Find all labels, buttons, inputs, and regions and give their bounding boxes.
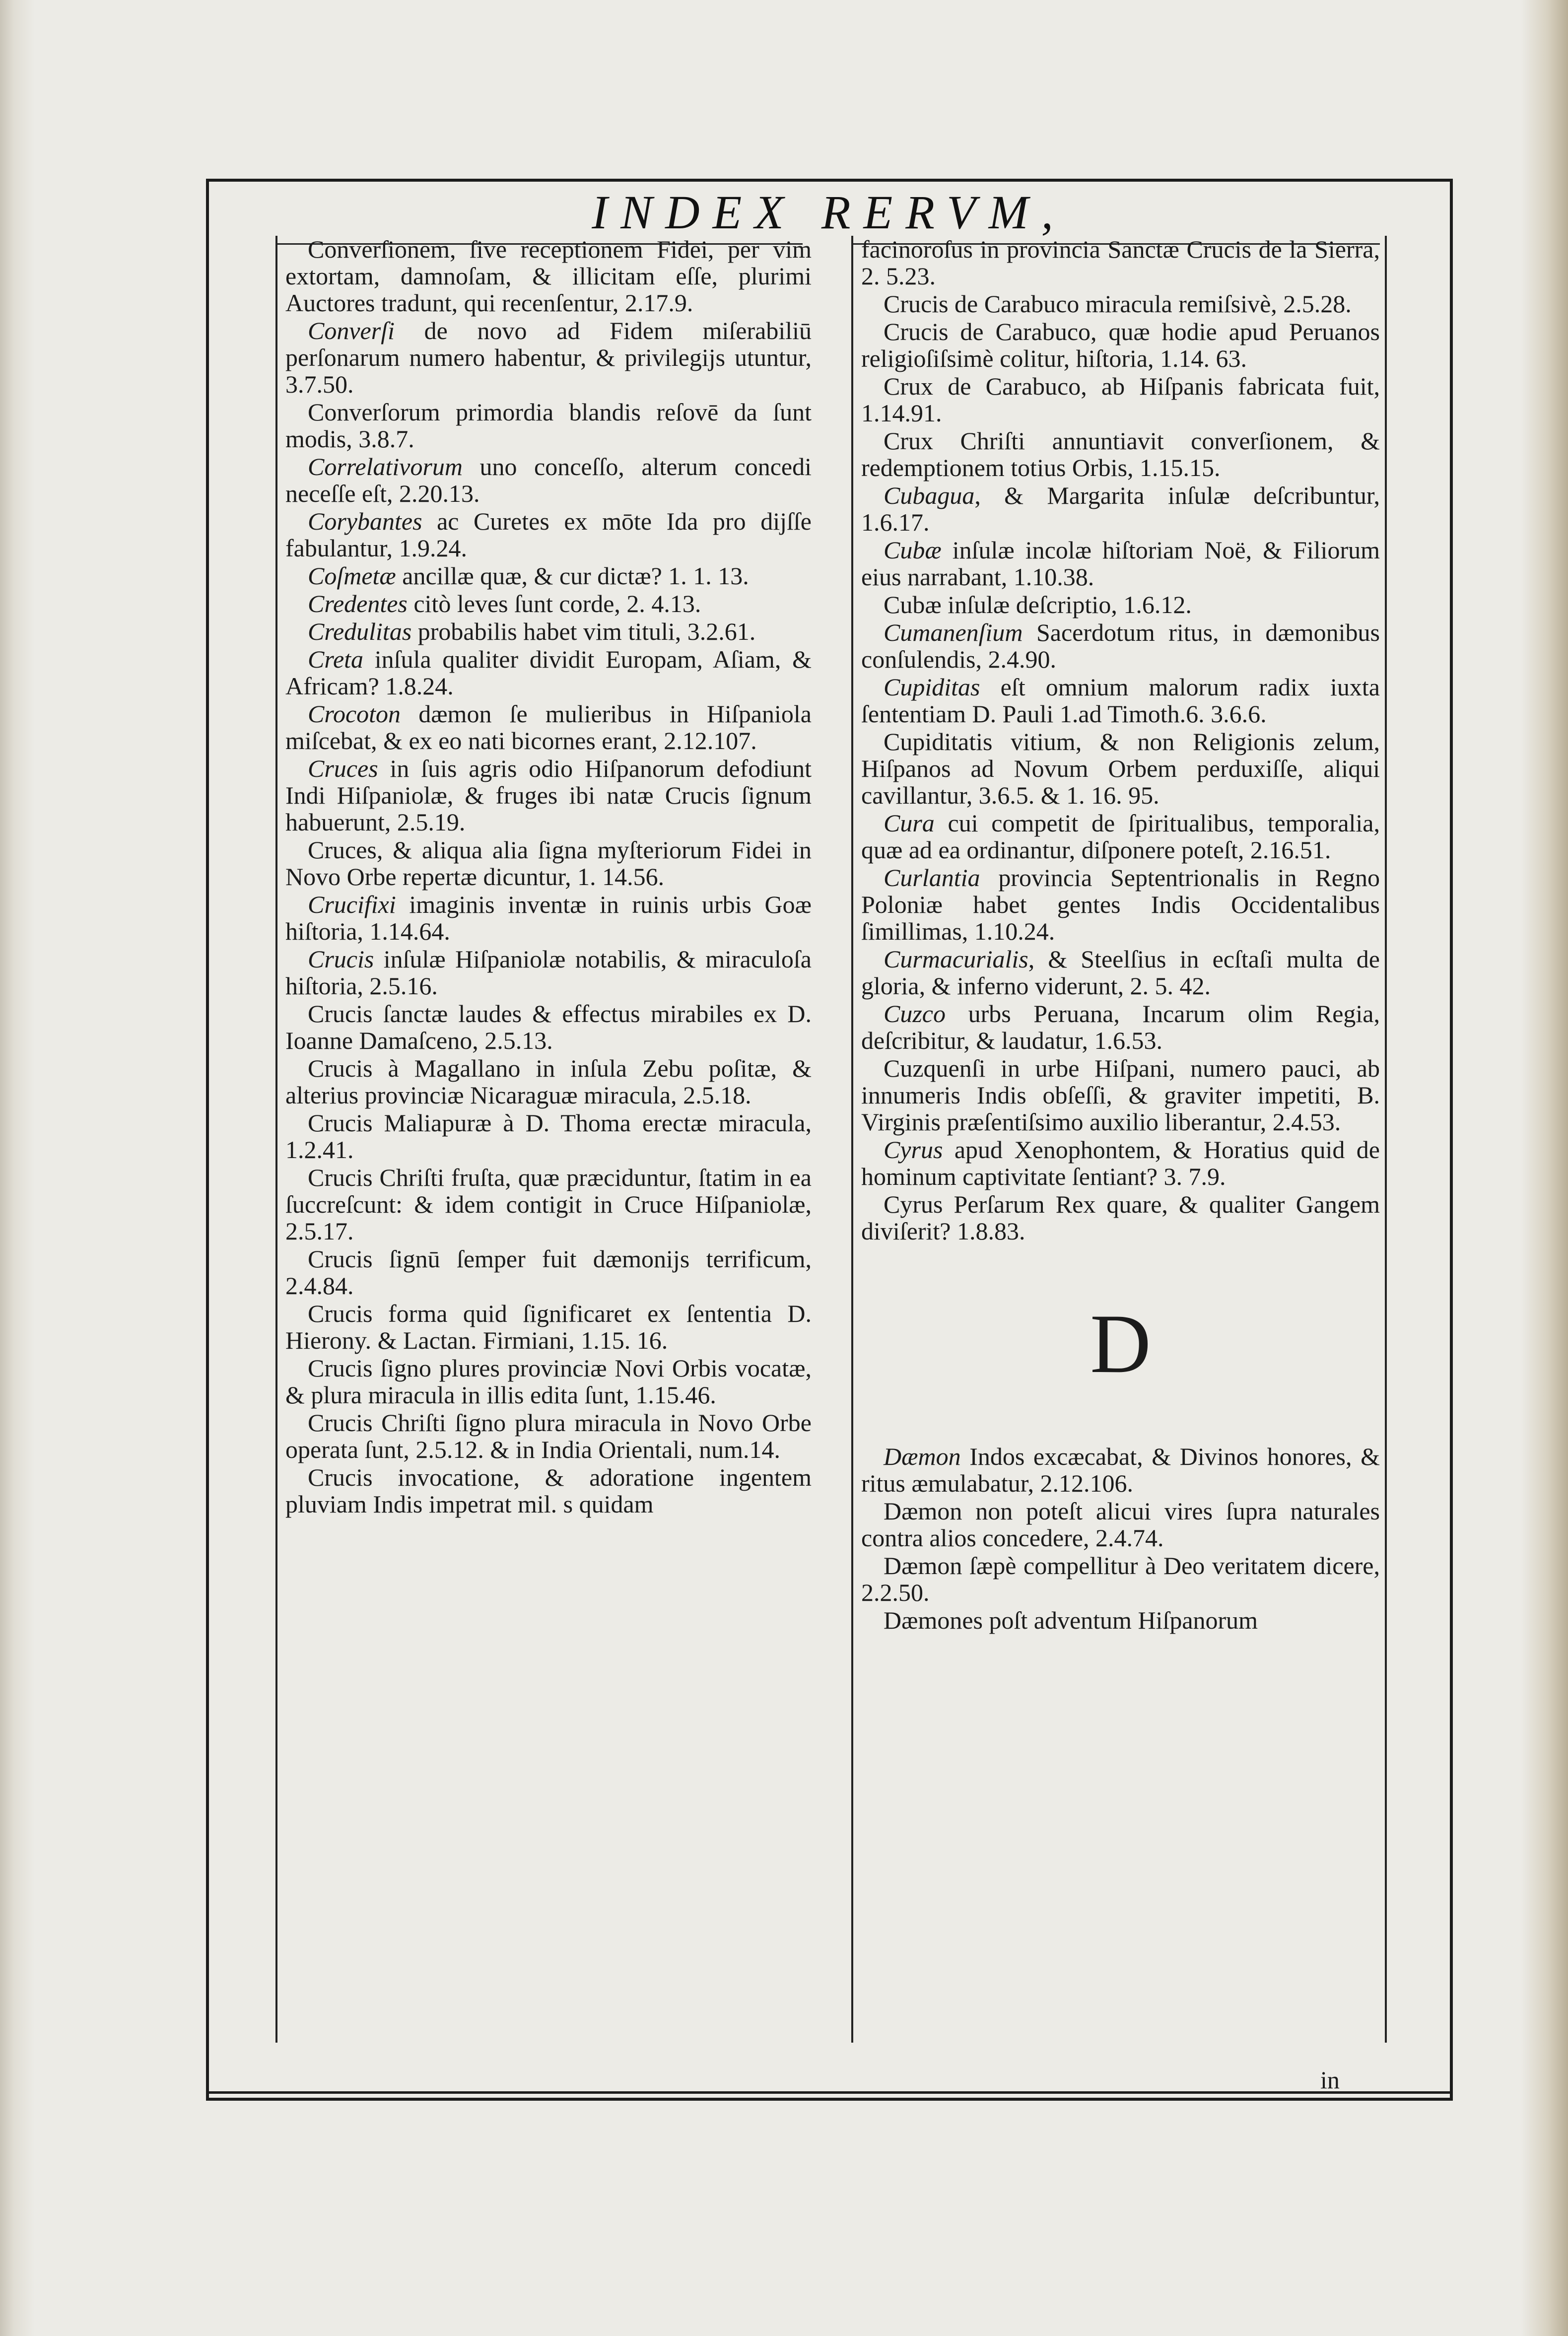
entry-text: in ſuis agris odio Hiſpanorum defodiunt Indi Hiſpaniolæ, & fruges ibi natæ Crucis ſignum habuerunt, 2.5.19. [285,755,812,836]
running-header [206,183,1452,242]
index-entry [285,1000,812,1054]
entry-text: Crucis de Carabuco miracula remiſsivè, 2.5.28. [884,290,1352,318]
index-entry [285,891,812,945]
index-entry [285,646,812,699]
entry-lead: Cubæ [884,536,942,564]
entry-lead: Corybantes [308,507,422,535]
entry-text: inſulæ incolæ hiſtoriam Noë, & Filiorum eius narrabant, 1.10.38. [861,536,1380,591]
index-entry [861,373,1380,426]
entry-text: Cubæ inſulæ deſcriptio, 1.6.12. [884,591,1192,618]
entry-text: dæmon ſe mulieribus in Hiſpaniola miſcebat, & ex eo nati bicornes erant, 2.12.107. [285,700,812,755]
entry-lead: Creta [308,645,364,673]
entry-text: probabilis habet vim tituli, 3.2.61. [411,618,756,645]
index-entry [285,618,812,645]
index-entry [861,482,1380,536]
entry-text: provincia Septentrionalis in Regno Poloniæ habet gentes Indis Occidentalibus ſimillimas, 1.10.24. [861,864,1380,945]
entry-text: Crucis Chriſti ſigno plura miracula in Novo Orbe operata ſunt, 2.5.12. & in India Orientali, num.14. [285,1409,812,1463]
entry-text: , & Margarita inſulæ deſcribuntur, 1.6.17. [861,481,1380,536]
index-entry [861,674,1380,727]
index-entry [861,1055,1380,1135]
entry-text: Cuzquenſi in urbe Hiſpani, numero pauci, ab innumeris Indis obſeſſi, & graviter impetiti, B. Virginis præſentiſsimo auxilio liberantur, 2.4.53. [861,1054,1380,1136]
entry-text: Dæmones poſt adventum Hiſpanorum [884,1606,1258,1634]
index-entry [285,700,812,754]
entry-lead: Cubagua [884,481,975,509]
index-entry [285,236,812,316]
index-entry [285,946,812,999]
index-entry [861,728,1380,809]
entry-lead: Curlantia [884,864,980,892]
entry-text: Crucis de Carabuco, quæ hodie apud Peruanos religioſiſsimè colitur, hiſtoria, 1.14. 63. [861,318,1380,372]
entry-text: Sacerdotum ritus, in dæmonibus conſulendis, 2.4.90. [861,618,1380,673]
index-entry [861,1000,1380,1054]
index-entry [861,537,1380,590]
entry-lead: Cura [884,809,935,837]
entry-text: Crucis invocatione, & adoratione ingentem pluviam Indis impetrat mil. s quidam [285,1463,812,1518]
entry-text: de novo ad Fidem miſerabiliū perſonarum numero habentur, & privilegijs utuntur, 3.7.50. [285,317,812,398]
catchword: in [1320,2066,1340,2094]
entry-text: Indos excæcabat, & Divinos honores, & ritus æmulabatur, 2.12.106. [861,1443,1380,1497]
entry-text: Crucis forma quid ſignificaret ex ſententia D. Hierony. & Lactan. Firmiani, 1.15. 16. [285,1300,812,1354]
index-entry [861,1136,1380,1190]
entry-lead: Crocoton [308,700,401,728]
index-entry [861,427,1380,481]
entry-lead: Cruces [308,755,378,782]
index-entry [861,1607,1380,1634]
index-entry [285,1464,812,1517]
entry-text: urbs Peruana, Incarum olim Regia, deſcribitur, & laudatur, 1.6.53. [861,1000,1380,1054]
index-entry [285,1245,812,1299]
index-entry [285,590,812,617]
entry-lead: Crucis [308,945,374,973]
index-entry [285,1109,812,1163]
right-column [851,236,1387,2043]
entry-lead: Credentes [308,590,408,618]
index-entry [285,836,812,890]
page-edge-left [0,0,35,2336]
page-edge-right [1521,0,1568,2336]
entry-lead: Cyrus [884,1136,943,1164]
index-entry [861,290,1380,317]
entry-lead: Dæmon [884,1443,961,1470]
index-entry [861,864,1380,945]
index-entry [861,591,1380,618]
index-entry [861,318,1380,372]
bottom-rule [206,2091,1452,2094]
entry-lead: Cupiditas [884,673,980,701]
entry-lead: Credulitas [308,618,412,645]
entry-lead: Converſi [308,317,395,344]
index-entry [861,619,1380,673]
entry-text: Crucis Chriſti fruſta, quæ præciduntur, ſtatim in ea ſuccreſcunt: & idem contigit in Cruce Hiſpaniolæ, 2.5.17. [285,1164,812,1245]
right-entries-d [861,1443,1380,1634]
entry-text: Crucis Maliapuræ à D. Thoma erectæ miracula, 1.2.41. [285,1109,812,1164]
entry-text: ac Curetes ex mōte Ida pro dijſſe fabulantur, 1.9.24. [285,507,812,562]
entry-text: Converſionem, ſive receptionem Fidei, per vim extortam, damnoſam, & illicitam eſſe, plurimi Auctores tradunt, qui recenſentur, 2.17.9. [285,236,812,317]
entry-lead: Correlativorum [308,453,463,481]
index-entry [285,1409,812,1463]
right-entries [861,236,1380,1244]
index-entry [285,399,812,452]
entry-text: Converſorum primordia blandis reſovē da ſunt modis, 3.8.7. [285,398,812,453]
left-column [275,236,812,2043]
entry-text: Cupiditatis vitium, & non Religionis zelum, Hiſpanos ad Novum Orbem perduxiſſe, aliqui cavillantur, 3.6.5. & 1. 16. 95. [861,728,1380,809]
index-entry [861,810,1380,863]
index-entry [861,1552,1380,1606]
entry-text: Dæmon ſæpè compellitur à Deo veritatem dicere, 2.2.50. [861,1552,1380,1606]
index-entry [285,562,812,589]
index-entry [285,1355,812,1408]
entry-text: facinoroſus in provincia Sanctæ Crucis de la Sierra, 2. 5.23. [861,236,1380,290]
entry-text: Crux Chriſti annuntiavit converſionem, & redemptionem totius Orbis, 1.15.15. [861,427,1380,481]
entry-lead: Cumanenſium [884,618,1023,646]
entry-lead: Curmacurialis [884,945,1028,973]
entry-lead: Coſmetæ [308,562,396,590]
index-entry [285,1055,812,1108]
index-entry [285,1300,812,1354]
entry-text: Crucis ſanctæ laudes & effectus mirabiles ex D. Ioanne Damaſceno, 2.5.13. [285,1000,812,1054]
entry-text: Crucis ſigno plures provinciæ Novi Orbis vocatæ, & plura miracula in illis edita ſunt, 1.15.46. [285,1354,812,1409]
entry-text: inſulæ Hiſpaniolæ notabilis, & miraculoſa hiſtoria, 2.5.16. [285,945,812,1000]
index-entry [861,1443,1380,1497]
section-letter: D [1090,1297,1151,1390]
entry-text: eſt omnium malorum radix iuxta ſententiam D. Pauli 1.ad Timoth.6. 3.6.6. [861,673,1380,728]
entry-text: cui competit de ſpiritualibus, temporalia, quæ ad ea ordinantur, diſponere poteſt, 2.16.51. [861,809,1380,864]
index-entry [285,317,812,398]
index-entry [285,1164,812,1244]
entry-text: imaginis inventæ in ruinis urbis Goæ hiſtoria, 1.14.64. [285,891,812,945]
index-entry [861,236,1380,289]
entry-text: Crux de Carabuco, ab Hiſpanis fabricata fuit, 1.14.91. [861,372,1380,427]
entry-text: Cruces, & aliqua alia ſigna myſteriorum Fidei in Novo Orbe repertæ dicuntur, 1. 14.56. [285,836,812,891]
entry-text: uno conceſſo, alterum concedi neceſſe eſt, 2.20.13. [285,453,812,507]
index-entry [861,1498,1380,1551]
entry-text: citò leves ſunt corde, 2. 4.13. [407,590,701,618]
entry-text: Crucis ſignū ſemper fuit dæmonijs terrificum, 2.4.84. [285,1245,812,1300]
entry-lead: Crucifixi [308,891,396,918]
index-entry [285,453,812,507]
index-entry [285,508,812,561]
left-entries [285,236,812,1517]
index-entry [285,755,812,835]
entry-text: Crucis à Magallano in inſula Zebu poſitæ, & alterius provinciæ Nicaraguæ miracula, 2.5.18. [285,1054,812,1109]
header-title: INDEX RERVM, [592,186,1066,239]
entry-text: Dæmon non poteſt alicui vires ſupra naturales contra alios concedere, 2.4.74. [861,1497,1380,1552]
index-entry [861,1191,1380,1244]
entry-text: Cyrus Perſarum Rex quare, & qualiter Gangem diviſerit? 1.8.83. [861,1190,1380,1245]
entry-lead: Cuzco [884,1000,946,1028]
entry-text: inſula qualiter dividit Europam, Aſiam, & Africam? 1.8.24. [285,645,812,700]
entry-text: , & Steelſius in ecſtaſi multa de gloria, & inferno viderunt, 2. 5. 42. [861,945,1380,1000]
entry-text: ancillæ quæ, & cur dictæ? 1. 1. 13. [396,562,749,590]
index-entry [861,946,1380,999]
entry-text: apud Xenophontem, & Horatius quid de hominum captivitate ſentiant? 3. 7.9. [861,1136,1380,1190]
